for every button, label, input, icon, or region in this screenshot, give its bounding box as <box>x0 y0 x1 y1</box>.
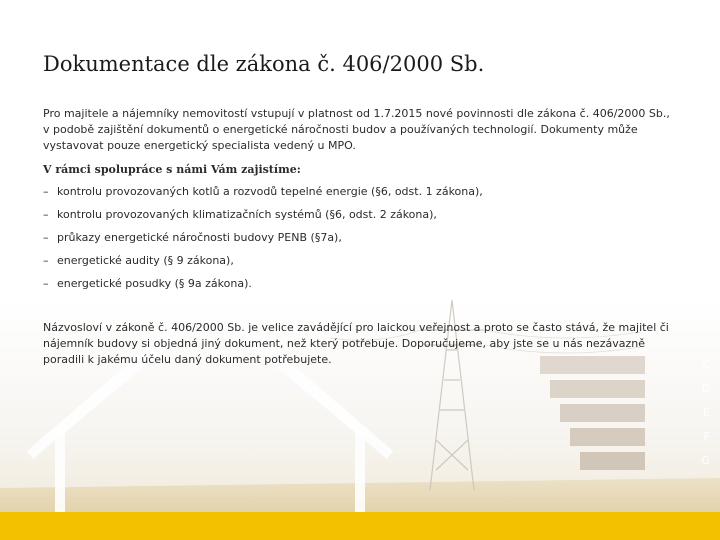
energy-label-c: C <box>702 358 710 371</box>
energy-label-g: G <box>701 454 710 467</box>
energy-bar-e <box>560 404 645 422</box>
list-item <box>43 230 673 253</box>
footer-bar <box>0 512 720 540</box>
list-item-text: průkazy energetické náročnosti budovy PENB (§7a), <box>57 231 342 244</box>
list-item-text: kontrolu provozovaných klimatizačních systémů (§6, odst. 2 zákona), <box>57 208 437 221</box>
list-item <box>43 253 673 276</box>
energy-label-d: D <box>701 382 710 395</box>
bullet-marker: – <box>43 208 49 221</box>
list-item <box>43 276 673 299</box>
list-item-text: kontrolu provozovaných kotlů a rozvodů tepelné energie (§6, odst. 1 zákona), <box>57 185 483 198</box>
intro-paragraph: Pro majitele a nájemníky nemovitostí vstupují v platnost od 1.7.2015 nové povinnosti dle zákona č. 406/2000 Sb., v podobě zajištění dokumentů o energetické náročnosti budov a používaných technologií. Dokumenty může vystavovat pouze energetický specialista vedený u MPO. <box>43 107 670 152</box>
slide-title: Dokumentace dle zákona č. 406/2000 Sb. <box>43 52 485 76</box>
list-item-text: energetické posudky (§ 9a zákona). <box>57 277 252 290</box>
bullet-marker: – <box>43 277 49 290</box>
note-paragraph: Názvosloví v zákoně č. 406/2000 Sb. je velice zavádějící pro laickou veřejnost a proto se často stává, že majitel či nájemník budovy si objedná jiný dokument, než který potřebuje. Doporučujeme, aby jste se u nás nezávazně poradili k jakému účelu daný dokument potřebujete. <box>43 321 669 366</box>
bullet-marker: – <box>43 231 49 244</box>
bullet-marker: – <box>43 185 49 198</box>
bullet-marker: – <box>43 254 49 267</box>
slide-content <box>43 106 673 368</box>
energy-bar-f <box>570 428 645 446</box>
list-item-text: energetické audity (§ 9 zákona), <box>57 254 234 267</box>
energy-bar-d <box>550 380 645 398</box>
energy-label-f: F <box>703 430 710 443</box>
services-list <box>43 184 673 299</box>
list-item <box>43 184 673 207</box>
energy-label-e: E <box>703 406 710 419</box>
list-item <box>43 207 673 230</box>
services-heading: V rámci spolupráce s námi Vám zajistíme: <box>43 163 301 176</box>
